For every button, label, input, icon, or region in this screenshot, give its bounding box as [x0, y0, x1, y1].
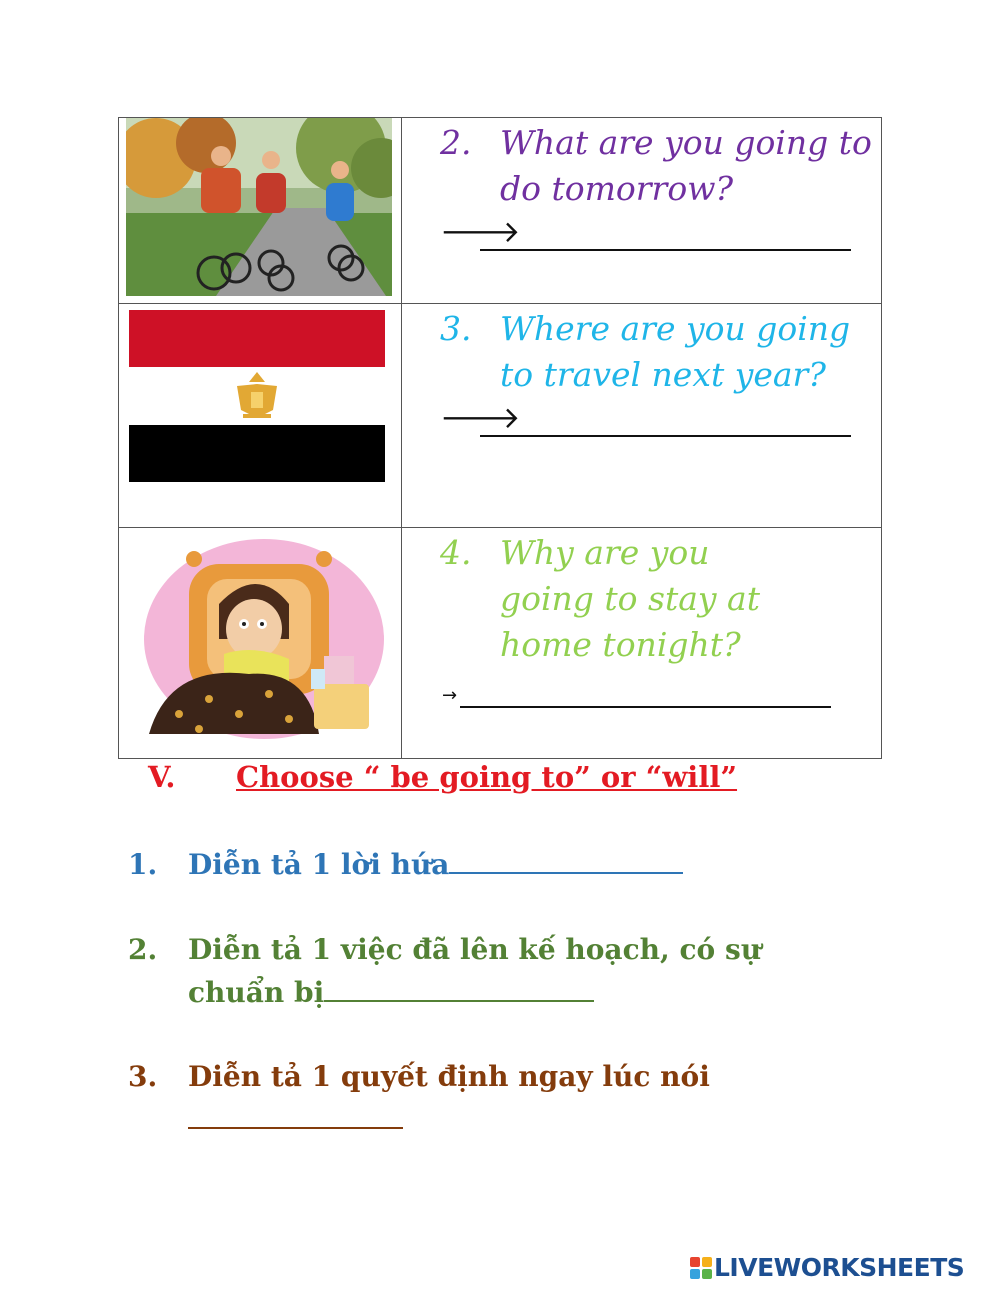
item-number: 1.	[128, 848, 158, 881]
item-text: Diễn tả 1 quyết định ngay lúc nói	[188, 1060, 710, 1093]
logo-icon	[690, 1257, 712, 1279]
question-text: What are you going to do tomorrow?	[500, 123, 872, 208]
item-text: Diễn tả 1 lời hứa	[188, 848, 450, 881]
sick-girl-in-bed	[139, 534, 389, 744]
item-text: Diễn tả 1 việc đã lên kế hoạch, có sự chuẩn bị	[188, 933, 762, 1009]
question-2	[440, 120, 873, 212]
cyclists-photo	[126, 118, 392, 296]
brand-name: LIVEWORKSHEETS	[714, 1253, 965, 1282]
question-cell	[402, 528, 882, 759]
arrow-icon: →	[442, 685, 458, 706]
arrow-icon: 🡒	[440, 401, 521, 436]
question-text: Where are you going to travel next year?	[500, 309, 851, 394]
question-4	[440, 530, 873, 668]
egypt-flag	[129, 310, 385, 482]
item-body	[188, 843, 683, 886]
section-title: Choose “ be going to” or “will”	[236, 760, 738, 794]
item-body	[188, 928, 848, 1014]
question-number: 4.	[440, 533, 472, 572]
list-item-1	[128, 843, 683, 886]
item-number: 3.	[128, 1060, 158, 1093]
answer-line[interactable]	[480, 435, 851, 437]
question-number: 2.	[440, 123, 472, 162]
item-body	[188, 1055, 728, 1141]
liveworksheets-logo	[690, 1253, 964, 1282]
question-table	[118, 117, 882, 759]
list-item-2	[128, 928, 848, 1014]
section-number: V.	[148, 760, 176, 794]
answer-line[interactable]	[460, 706, 831, 708]
image-cell-girl	[119, 528, 402, 759]
question-number: 3.	[440, 309, 472, 348]
answer-blank[interactable]	[324, 974, 594, 1002]
answer-blank[interactable]	[188, 1101, 403, 1129]
question-3	[440, 306, 873, 398]
item-number: 2.	[128, 933, 158, 966]
question-cell	[402, 118, 882, 304]
image-cell-cyclists	[119, 118, 402, 304]
answer-blank[interactable]	[449, 846, 683, 874]
list-item-3	[128, 1055, 728, 1141]
question-text: Why are you going to stay at home tonight?	[500, 533, 760, 664]
question-cell	[402, 304, 882, 528]
answer-line[interactable]	[480, 249, 851, 251]
image-cell-flag	[119, 304, 402, 528]
arrow-icon: 🡒	[440, 215, 521, 250]
